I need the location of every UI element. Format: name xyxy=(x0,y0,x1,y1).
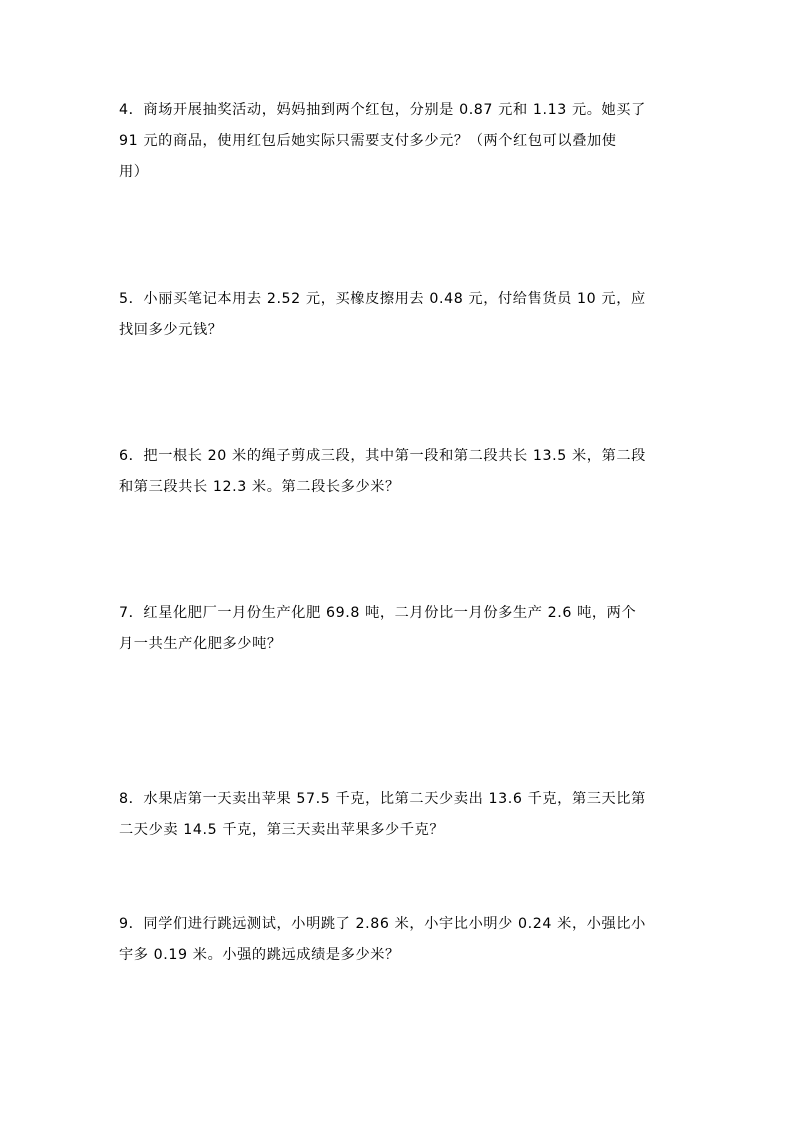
problem-5-line-1: 5．小丽买笔记本用去 2.52 元，买橡皮擦用去 0.48 元，付给售货员 10 元，应 xyxy=(119,291,646,307)
problem-5-line-2: 找回多少元钱？ xyxy=(119,322,223,338)
problem-5 xyxy=(119,284,679,346)
problem-6-line-2: 和第三段共长 12.3 米。第二段长多少米？ xyxy=(119,479,400,495)
problem-8 xyxy=(119,784,679,846)
problem-6 xyxy=(119,441,679,503)
problem-4 xyxy=(119,95,679,188)
problem-6-line-1: 6．把一根长 20 米的绳子剪成三段，其中第一段和第二段共长 13.5 米，第二段 xyxy=(119,448,646,464)
problem-4-line-3: 用） xyxy=(119,164,149,180)
problem-9 xyxy=(119,909,679,971)
problem-4-line-2: 91 元的商品，使用红包后她实际只需要支付多少元？（两个红包可以叠加使 xyxy=(119,133,617,149)
problem-7 xyxy=(119,598,679,660)
problem-8-line-2: 二天少卖 14.5 千克，第三天卖出苹果多少千克？ xyxy=(119,822,445,838)
problem-9-line-1: 9．同学们进行跳远测试，小明跳了 2.86 米，小宇比小明少 0.24 米，小强比小 xyxy=(119,916,646,932)
problem-7-line-1: 7．红星化肥厂一月份生产化肥 69.8 吨，二月份比一月份多生产 2.6 吨，两个 xyxy=(119,605,637,621)
problem-4-line-1: 4．商场开展抽奖活动，妈妈抽到两个红包，分别是 0.87 元和 1.13 元。她买了 xyxy=(119,102,646,118)
problem-8-line-1: 8．水果店第一天卖出苹果 57.5 千克，比第二天少卖出 13.6 千克，第三天比第 xyxy=(119,791,646,807)
problem-7-line-2: 月一共生产化肥多少吨？ xyxy=(119,636,282,652)
problem-9-line-2: 宇多 0.19 米。小强的跳远成绩是多少米？ xyxy=(119,947,400,963)
